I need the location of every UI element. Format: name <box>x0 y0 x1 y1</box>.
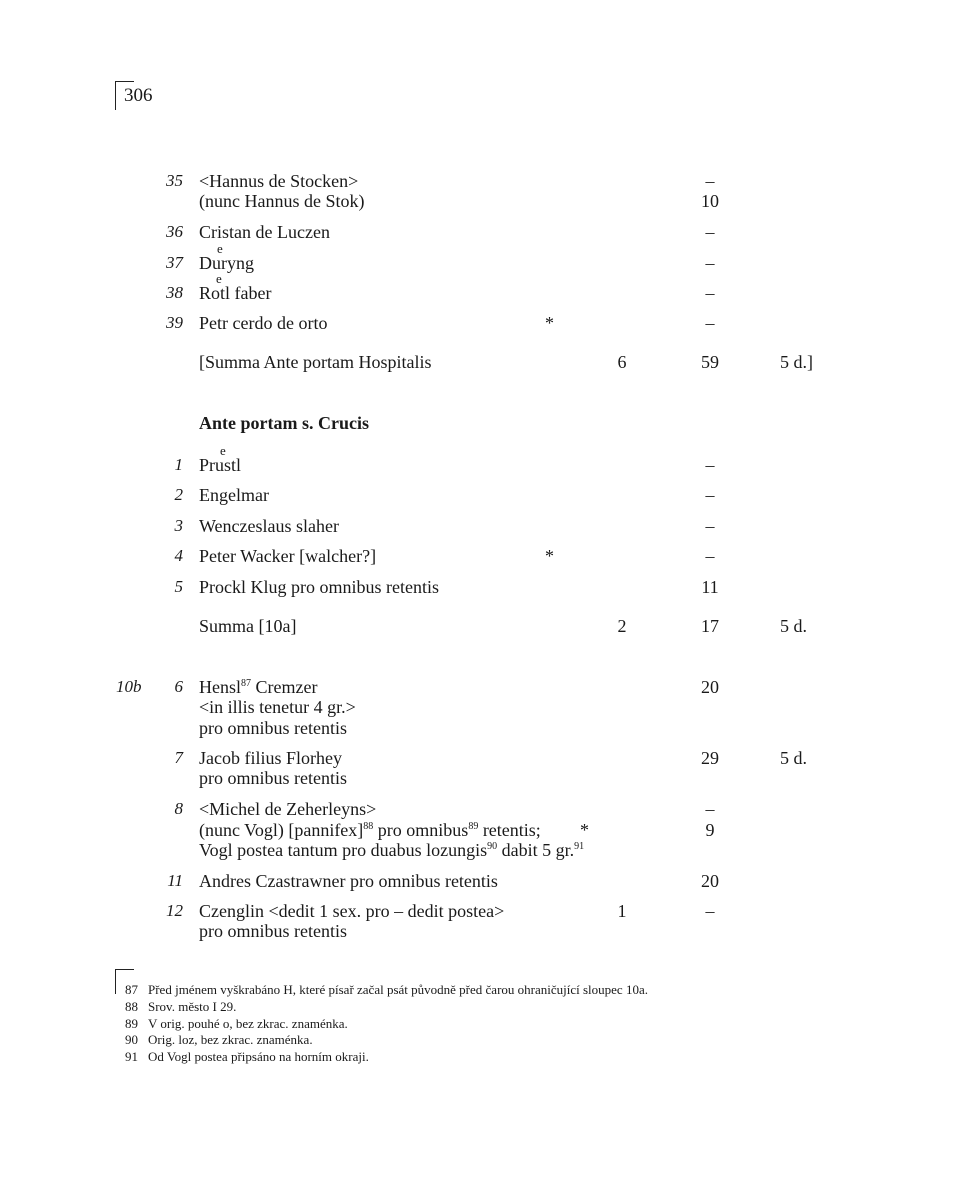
superscript-letter: e <box>220 443 226 458</box>
footnote-ref: 88 <box>363 821 374 832</box>
footnote-ref: 89 <box>468 821 479 832</box>
grossi-value: – <box>705 253 715 273</box>
entry-number: 2 <box>174 485 183 504</box>
grossi-value: – <box>705 171 715 191</box>
entry-name: Cristan de Luczen <box>199 222 330 242</box>
asterisk-mark: * <box>580 820 589 840</box>
grossi-value: – <box>705 455 715 475</box>
entry-number: 1 <box>174 455 183 474</box>
entry-name: Prockl Klug pro omnibus retentis <box>199 577 439 597</box>
entry-number: 38 <box>166 283 183 302</box>
grossi-value: – <box>705 516 715 536</box>
summa-label: Summa [10a] <box>199 616 297 636</box>
footnote: 88 Srov. město I 29. <box>125 999 237 1014</box>
grossi-value: 9 <box>705 820 715 840</box>
sexagena-value: 1 <box>617 901 627 921</box>
footnote: 90 Orig. loz, bez zkrac. znaménka. <box>125 1032 313 1047</box>
grossi-value: 11 <box>701 577 719 597</box>
entry-number: 8 <box>174 799 183 818</box>
page-number: 306 <box>124 85 153 106</box>
footnote-ref: 90 <box>487 841 498 852</box>
grossi-value: 20 <box>701 871 719 891</box>
entry-number: 39 <box>166 313 183 332</box>
entry-number: 12 <box>166 901 183 920</box>
superscript-letter: e <box>216 271 222 286</box>
grossi-value: – <box>705 313 715 333</box>
entry-number: 7 <box>174 748 183 767</box>
footnote: 89 V orig. pouhé o, bez zkrac. znaménka. <box>125 1016 348 1031</box>
entry-name: Peter Wacker [walcher?] <box>199 546 377 566</box>
section-heading: Ante portam s. Crucis <box>199 413 369 433</box>
denarii-value: 5 d.] <box>780 352 813 372</box>
footnote: 91 Od Vogl postea připsáno na horním okraji. <box>125 1049 369 1064</box>
entry-name: Pru e stl <box>199 443 242 475</box>
entry-note: pro omnibus retentis <box>199 768 347 788</box>
grossi-value: – <box>705 546 715 566</box>
entry-note: (nunc Vogl) [pannifex]$^{88}$ pro omnibus$^{89}$ retentis; <box>199 820 541 840</box>
entry-name: Jacob filius Florhey <box>199 748 342 768</box>
entry-note: Vogl postea tantum pro duabus lozungis$^{90}$ dabit 5 gr.$^{91}$ <box>199 840 585 860</box>
grossi-value: – <box>705 222 715 242</box>
entry-note: pro omnibus retentis <box>199 718 347 738</box>
entry-name: Czenglin <dedit 1 sex. pro – dedit postea> <box>199 901 505 921</box>
footnote-ref: 87 <box>241 678 251 689</box>
asterisk-mark: * <box>545 546 554 566</box>
entry-name: Andres Czastrawner pro omnibus retentis <box>199 871 498 891</box>
grossi-value: 17 <box>701 616 719 636</box>
summa-label: [Summa Ante portam Hospitalis <box>199 352 432 372</box>
folio-reference: 10b <box>116 677 142 696</box>
grossi-value: 10 <box>701 191 719 211</box>
entry-name: Petr cerdo de orto <box>199 313 328 333</box>
sexagena-value: 6 <box>617 352 627 372</box>
entry-number: 4 <box>174 546 183 565</box>
entry-number: 35 <box>166 171 183 190</box>
denarii-value: 5 d. <box>780 616 807 636</box>
grossi-value: – <box>705 799 715 819</box>
entry-name: <Michel de Zeherleyns> <box>199 799 377 819</box>
superscript-letter: e <box>217 241 223 256</box>
entry-note: <in illis tenetur 4 gr.> <box>199 697 356 717</box>
entry-name: Ro e tl faber <box>199 271 272 303</box>
entry-name: Wenczeslaus slaher <box>199 516 339 536</box>
entry-number: 5 <box>174 577 183 596</box>
entry-number: 37 <box>166 253 183 272</box>
grossi-value: – <box>705 485 715 505</box>
entry-number: 3 <box>174 516 183 535</box>
entry-number: 36 <box>166 222 183 241</box>
footnote: 87 Před jménem vyškrabáno H, které písař začal psát původně před čarou ohraničující sloupec 10a. <box>125 982 648 997</box>
grossi-value: 29 <box>701 748 719 768</box>
footnote-ref: 91 <box>574 841 585 852</box>
grossi-value: – <box>705 283 715 303</box>
entry-number: 11 <box>167 871 183 890</box>
grossi-value: 59 <box>701 352 719 372</box>
entry-name: <Hannus de Stocken> <box>199 171 359 191</box>
entry-name: Hensl$^{87}$ Cremzer <box>199 677 318 697</box>
entry-number: 6 <box>174 677 183 696</box>
entry-name: Engelmar <box>199 485 269 505</box>
sexagena-value: 2 <box>617 616 627 636</box>
asterisk-mark: * <box>545 313 554 333</box>
entry-note: (nunc Hannus de Stok) <box>199 191 365 211</box>
denarii-value: 5 d. <box>780 748 807 768</box>
grossi-value: – <box>705 901 715 921</box>
grossi-value: 20 <box>701 677 719 697</box>
entry-name: Du e ryng <box>199 241 254 273</box>
entry-note: pro omnibus retentis <box>199 921 347 941</box>
